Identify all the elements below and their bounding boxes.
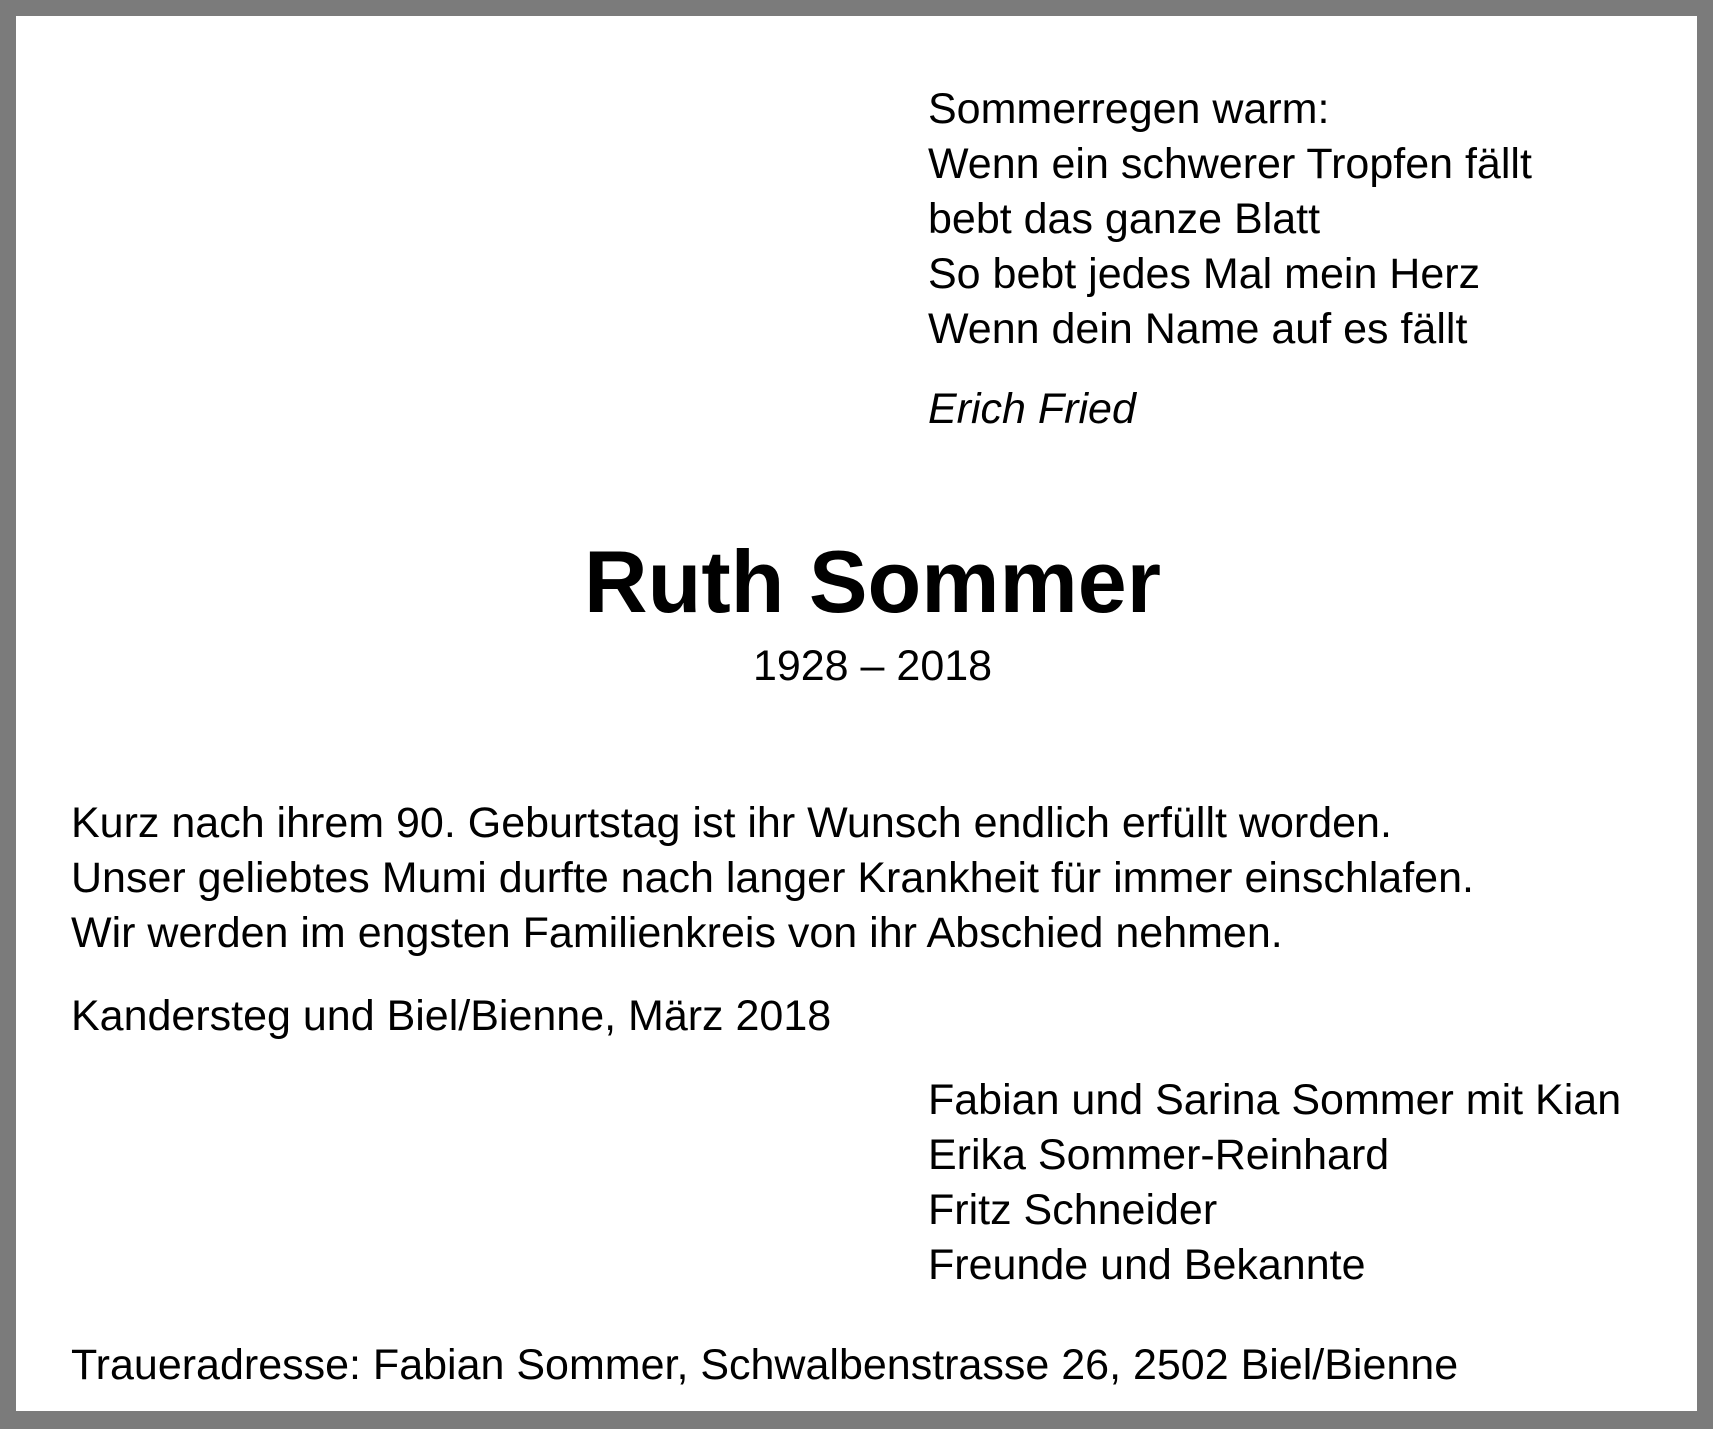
life-dates: 1928 – 2018	[752, 642, 993, 690]
mourner-2: Erika Sommer-Reinhard	[928, 1131, 1390, 1179]
mourner-4: Freunde und Bekannte	[928, 1241, 1366, 1289]
poem-line-1: Sommerregen warm:	[928, 85, 1330, 133]
mourner-3: Fritz Schneider	[928, 1186, 1218, 1234]
poem-author: Erich Fried	[928, 385, 1136, 433]
message-line-2: Unser geliebtes Mumi durfte nach langer Krankheit für immer einschlafen.	[71, 854, 1474, 902]
deceased-name: Ruth Sommer	[584, 532, 1161, 631]
place-date: Kandersteg und Biel/Bienne, März 2018	[71, 992, 832, 1040]
mourner-1: Fabian und Sarina Sommer mit Kian	[928, 1076, 1622, 1124]
poem-line-5: Wenn dein Name auf es fällt	[928, 305, 1468, 353]
mourning-address: Traueradresse: Fabian Sommer, Schwalbenstrasse 26, 2502 Biel/Bienne	[71, 1341, 1459, 1389]
mourners-list	[928, 1073, 1621, 1293]
poem-line-3: bebt das ganze Blatt	[928, 195, 1321, 243]
message-line-1: Kurz nach ihrem 90. Geburtstag ist ihr Wunsch endlich erfüllt worden.	[71, 799, 1392, 847]
poem-line-2: Wenn ein schwerer Tropfen fällt	[928, 140, 1532, 188]
obituary-message	[71, 796, 1474, 961]
message-line-3: Wir werden im engsten Familienkreis von ihr Abschied nehmen.	[71, 909, 1283, 957]
poem	[928, 82, 1532, 357]
poem-line-4: So bebt jedes Mal mein Herz	[928, 250, 1481, 298]
